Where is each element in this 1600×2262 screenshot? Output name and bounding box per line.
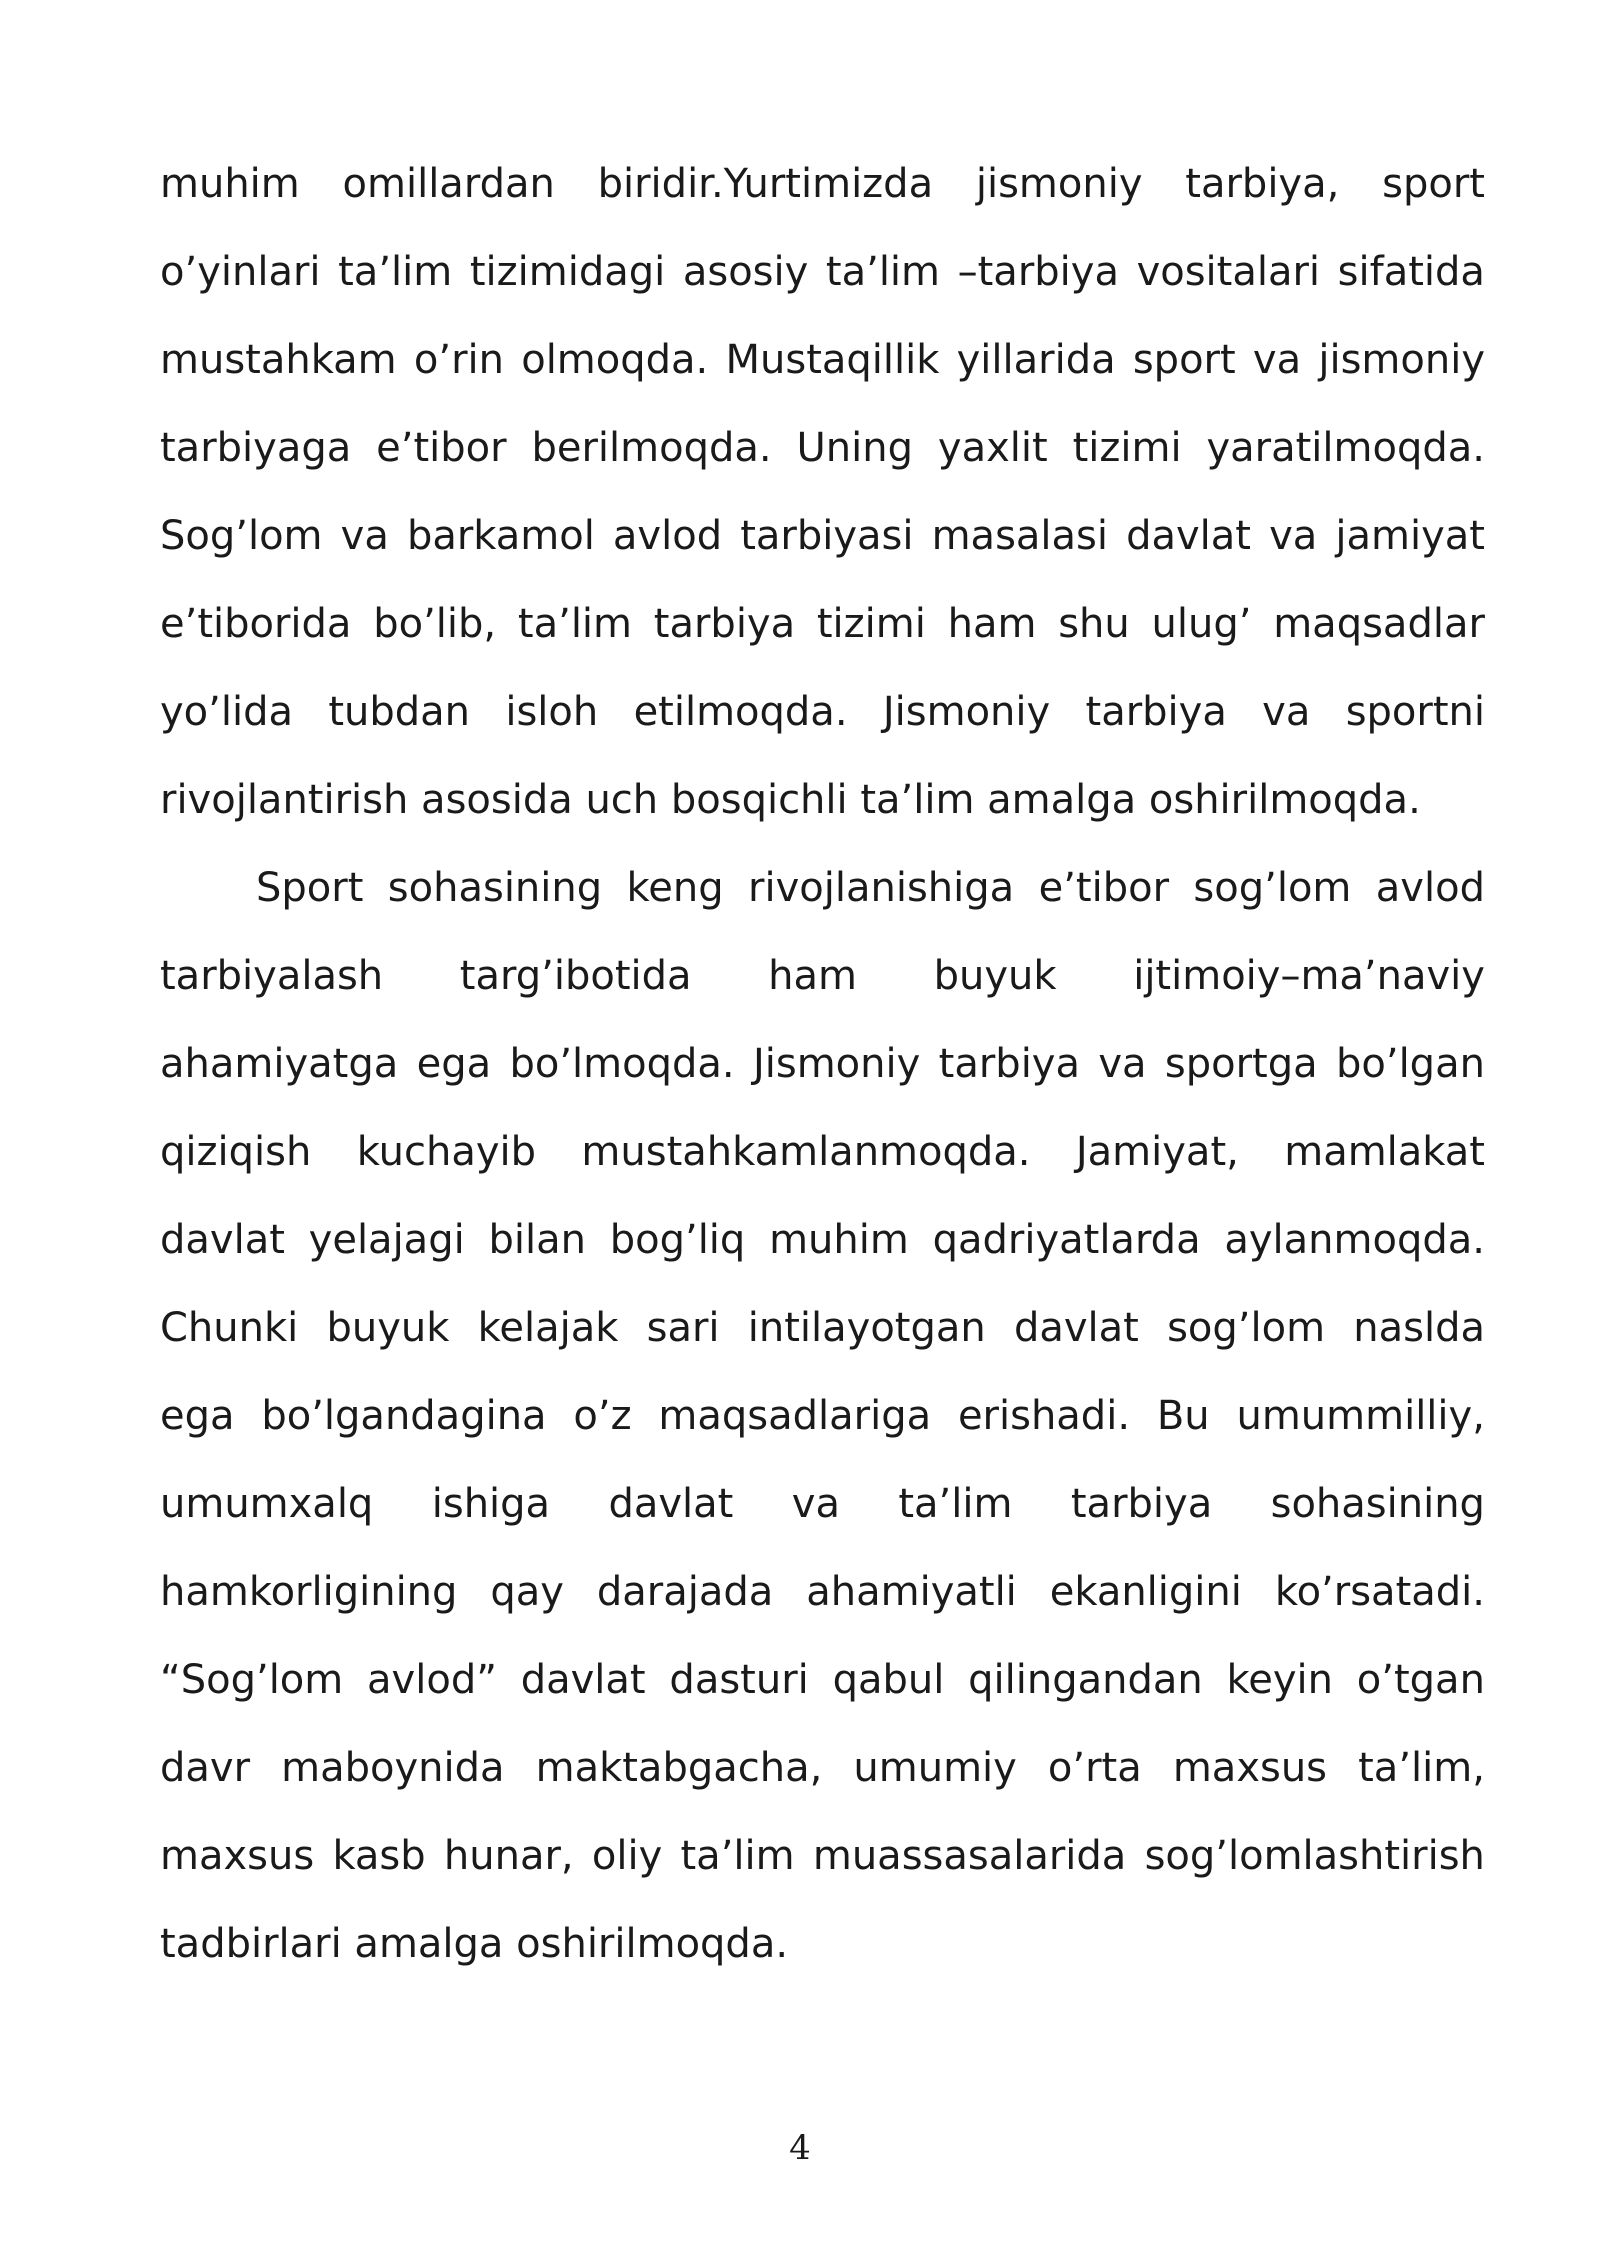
text-line	[160, 316, 1485, 404]
text-line	[160, 1284, 1485, 1372]
word: yaxlit	[937, 425, 1048, 471]
text-line	[160, 1724, 1485, 1812]
text-line	[160, 844, 1485, 932]
word: muhim	[160, 161, 300, 207]
word: kuchayib	[356, 1129, 537, 1175]
word: ham	[947, 601, 1037, 647]
word: Jamiyat,	[1075, 1129, 1239, 1175]
word: Mustaqillik	[725, 337, 940, 383]
text-line	[160, 1108, 1485, 1196]
word: o’z	[573, 1393, 632, 1439]
word: qabul	[832, 1657, 945, 1703]
word: sohasining	[387, 865, 603, 911]
text-line: rivojlantirish asosida uch bosqichli ta’lim amalga oshirilmoqda.	[160, 777, 1421, 823]
word: ahamiyatli	[806, 1569, 1017, 1615]
word: jismoniy	[975, 161, 1143, 207]
word: “Sog’lom	[160, 1657, 344, 1703]
word: sport	[1382, 161, 1485, 207]
text-line	[160, 404, 1485, 492]
text-line	[160, 228, 1485, 316]
word: buyuk	[933, 953, 1057, 999]
word: davlat	[1126, 513, 1251, 559]
word: bo’lgandagina	[261, 1393, 547, 1439]
word: yillarida	[956, 337, 1116, 383]
word: buyuk	[326, 1305, 450, 1351]
word: ta’lim	[517, 601, 633, 647]
word: ega	[416, 1041, 492, 1087]
word: bo’lib,	[373, 601, 497, 647]
text-line	[160, 1636, 1485, 1724]
word: mustahkam	[160, 337, 397, 383]
word: bo’lgan	[1335, 1041, 1485, 1087]
word: masalasi	[931, 513, 1108, 559]
word: Sog’lom	[160, 513, 323, 559]
word: va	[340, 513, 389, 559]
word: maxsus	[160, 1833, 315, 1879]
word: bog’liq	[609, 1217, 746, 1263]
text-line: tadbirlari amalga oshirilmoqda.	[160, 1921, 789, 1967]
word: maktabgacha,	[535, 1745, 823, 1791]
word: davlat	[1013, 1305, 1139, 1351]
word: ta’lim	[338, 249, 453, 295]
word: tarbiya,	[1185, 161, 1340, 207]
word: qadriyatlarda	[932, 1217, 1201, 1263]
word: tubdan	[328, 689, 471, 735]
text-line	[160, 1372, 1485, 1460]
word: va	[1098, 1041, 1147, 1087]
word: davlat	[520, 1657, 646, 1703]
text-line	[160, 492, 1485, 580]
word: ham	[768, 953, 857, 999]
text-line	[160, 580, 1485, 668]
word: Sport	[256, 865, 364, 911]
word: va	[1252, 337, 1302, 383]
word: sog’lomlashtirish	[1144, 1833, 1485, 1879]
word: sportni	[1345, 689, 1485, 735]
word: tizimi	[816, 601, 926, 647]
word: keyin	[1226, 1657, 1333, 1703]
word: tizimidagi	[469, 249, 666, 295]
word: ekanligini	[1049, 1569, 1242, 1615]
word: yo’lida	[160, 689, 293, 735]
word: ta’lim	[898, 1481, 1013, 1527]
word: o’rta	[1047, 1745, 1142, 1791]
word: sog’lom	[1167, 1305, 1326, 1351]
word: etilmoqda.	[633, 689, 848, 735]
word: muhim	[769, 1217, 909, 1263]
word: sportga	[1164, 1041, 1318, 1087]
word: tarbiyaga	[160, 425, 352, 471]
word: barkamol	[406, 513, 595, 559]
text-line	[160, 1020, 1485, 1108]
text-line	[160, 1460, 1485, 1548]
word: dasturi	[669, 1657, 809, 1703]
text-line	[160, 932, 1485, 1020]
word: umummilliy,	[1236, 1393, 1485, 1439]
word: avlod”	[367, 1657, 497, 1703]
word: berilmoqda.	[531, 425, 772, 471]
word: sari	[646, 1305, 720, 1351]
word: maxsus	[1172, 1745, 1328, 1791]
word: shu	[1058, 601, 1130, 647]
word: Chunki	[160, 1305, 299, 1351]
text-line	[160, 1196, 1485, 1284]
word: avlod	[612, 513, 723, 559]
word: e’tibor	[376, 425, 507, 471]
word: asosiy	[682, 249, 809, 295]
body-text	[160, 140, 1485, 1988]
word: davr	[160, 1745, 251, 1791]
word: kasb	[332, 1833, 426, 1879]
paragraph	[160, 844, 1485, 1988]
word: davlat	[608, 1481, 734, 1527]
word: va	[1269, 513, 1318, 559]
word: ijtimoiy–ma’naviy	[1133, 953, 1485, 999]
word: jismoniy	[1318, 337, 1485, 383]
word: umumiy	[853, 1745, 1017, 1791]
word: kelajak	[477, 1305, 619, 1351]
word: intilayotgan	[747, 1305, 986, 1351]
word: qiziqish	[160, 1129, 312, 1175]
word: o’rin	[413, 337, 504, 383]
text-line	[160, 1812, 1485, 1900]
word: maboynida	[281, 1745, 505, 1791]
word: bilan	[488, 1217, 586, 1263]
word: keng	[626, 865, 724, 911]
word: jamiyat	[1335, 513, 1485, 559]
word: sifatida	[1337, 249, 1485, 295]
word: ishiga	[431, 1481, 551, 1527]
word: ta’lim	[680, 1833, 795, 1879]
word: darajada	[596, 1569, 774, 1615]
word: o’yinlari	[160, 249, 321, 295]
page-number: 4	[789, 2128, 811, 2168]
word: tarbiya	[1070, 1481, 1213, 1527]
text-line	[160, 668, 1485, 756]
word: isloh	[505, 689, 599, 735]
word: aylanmoqda.	[1224, 1217, 1485, 1263]
word: tarbiyalash	[160, 953, 384, 999]
word: omillardan	[342, 161, 555, 207]
word: avlod	[1375, 865, 1485, 911]
text-line	[160, 1548, 1485, 1636]
word: vositalari	[1136, 249, 1321, 295]
word: ahamiyatga	[160, 1041, 399, 1087]
word: ta’lim	[825, 249, 941, 295]
text-line	[160, 140, 1485, 228]
word: yelajagi	[308, 1217, 465, 1263]
word: maqsadlar	[1273, 601, 1485, 647]
word: hunar,	[443, 1833, 574, 1879]
word: tarbiyasi	[740, 513, 914, 559]
word: e’tibor	[1038, 865, 1170, 911]
word: va	[1262, 689, 1311, 735]
word: ko’rsatadi.	[1274, 1569, 1485, 1615]
word: yaratilmoqda.	[1206, 425, 1485, 471]
word: ulug’	[1151, 601, 1252, 647]
word: tizimi	[1072, 425, 1182, 471]
word: maqsadlariga	[658, 1393, 932, 1439]
word: muassasalarida	[812, 1833, 1127, 1879]
word: qilingandan	[968, 1657, 1203, 1703]
word: olmoqda.	[521, 337, 709, 383]
word: Uning	[796, 425, 913, 471]
word: ega	[160, 1393, 235, 1439]
word: ta’lim,	[1358, 1745, 1485, 1791]
word: oliy	[591, 1833, 663, 1879]
word: Jismoniy	[882, 689, 1051, 735]
word: naslda	[1353, 1305, 1485, 1351]
paragraph	[160, 140, 1485, 844]
word: davlat	[160, 1217, 285, 1263]
word: e’tiborida	[160, 601, 352, 647]
word: hamkorligining	[160, 1569, 458, 1615]
word: sport	[1132, 337, 1236, 383]
word: mustahkamlanmoqda.	[581, 1129, 1031, 1175]
word: sog’lom	[1193, 865, 1352, 911]
word: o’tgan	[1356, 1657, 1485, 1703]
word: tarbiya	[938, 1041, 1080, 1087]
word: mamlakat	[1284, 1129, 1485, 1175]
word: va	[791, 1481, 840, 1527]
word: biridir.Yurtimizda	[597, 161, 934, 207]
word: tarbiya	[653, 601, 796, 647]
word: sohasining	[1270, 1481, 1485, 1527]
word: tarbiya	[1085, 689, 1227, 735]
word: –tarbiya	[957, 249, 1119, 295]
word: Jismoniy	[752, 1041, 921, 1087]
word: rivojlanishiga	[748, 865, 1015, 911]
word: targ’ibotida	[459, 953, 692, 999]
word: erishadi.	[957, 1393, 1131, 1439]
word: bo’lmoqda.	[509, 1041, 735, 1087]
word: qay	[490, 1569, 564, 1615]
word: Bu	[1156, 1393, 1210, 1439]
word: umumxalq	[160, 1481, 374, 1527]
